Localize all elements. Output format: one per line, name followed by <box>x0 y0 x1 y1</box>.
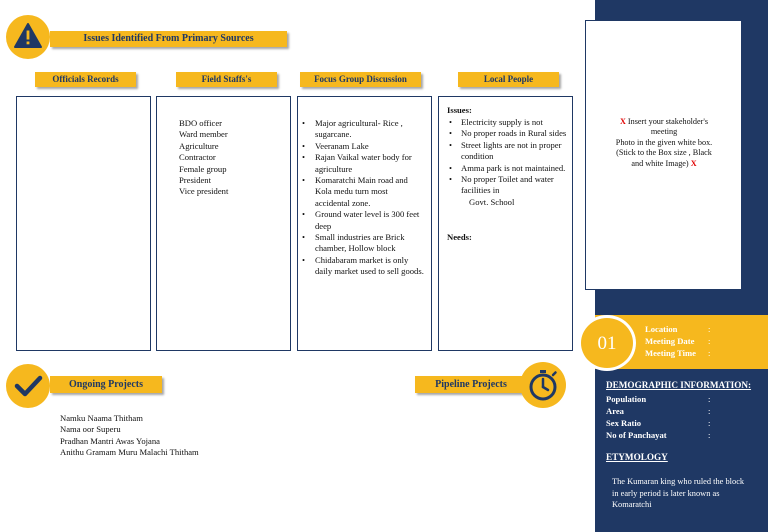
list-item: • Ground water level is 300 feet deep <box>302 209 420 231</box>
list-item: • Electricity supply is not <box>449 117 543 127</box>
field-staff-list <box>179 118 228 198</box>
focus-group-list <box>302 118 424 278</box>
bullet: • <box>302 209 306 220</box>
meeting-time-label: Meeting Time <box>645 348 696 358</box>
stopwatch-icon <box>520 362 566 408</box>
list-item: Vice president <box>179 186 229 197</box>
etymology-heading: ETYMOLOGY <box>606 452 668 462</box>
list-item: President <box>179 175 211 186</box>
list-item: Agriculture <box>179 140 219 151</box>
column-heading-focus-group: Focus Group Discussion <box>300 72 421 87</box>
bullet: • <box>449 117 453 127</box>
panchayat-label: No of Panchayat <box>606 430 667 440</box>
list-item: Female group <box>179 163 227 174</box>
focus-group-box <box>297 96 432 351</box>
x-mark: X <box>619 117 626 126</box>
officials-records-box <box>16 96 151 351</box>
list-item: • Street lights are not in proper condition <box>449 139 562 162</box>
meeting-number-circle <box>578 315 636 371</box>
column-heading-local-people: Local People <box>458 72 559 87</box>
etymology-text: The Kumaran king who ruled the block in early period is later known as Komaratchi <box>612 477 745 509</box>
bullet: • <box>302 152 306 163</box>
list-item: • No proper Toilet and water facilities in <box>449 174 554 196</box>
list-item: Ward member <box>179 129 228 140</box>
bullet: • <box>302 140 306 151</box>
list-item: • Veeranam Lake <box>302 140 369 151</box>
pipeline-stopwatch-badge <box>520 362 566 408</box>
list-item: • Amma park is not maintained. <box>449 162 566 173</box>
page-title: Issues Identified From Primary Sources <box>50 31 287 47</box>
local-people-box <box>438 96 573 351</box>
bullet: • <box>302 254 306 265</box>
meeting-date-label: Meeting Date <box>645 336 695 346</box>
list-item: • No proper roads in Rural sides <box>449 128 567 139</box>
list-item: • Chidabaram market is only daily market used to sell goods. <box>302 254 424 277</box>
sex-ratio-label: Sex Ratio <box>606 418 642 428</box>
header-warning-badge <box>6 15 50 59</box>
demographic-heading: DEMOGRAPHIC INFORMATION: <box>606 380 752 390</box>
list-item: Anithu Gramam Muru Malachi Thitham <box>60 447 199 458</box>
stakeholder-photo-box[interactable] <box>585 20 742 290</box>
bullet: • <box>449 139 453 150</box>
bullet: • <box>302 175 306 186</box>
area-label: Area <box>606 406 624 416</box>
list-item: Govt. School <box>469 196 515 207</box>
list-item: Namku Naama Thitham <box>60 413 143 423</box>
local-issues-list <box>447 117 571 208</box>
x-mark: X <box>690 158 697 168</box>
list-item: Contractor <box>179 152 216 163</box>
list-item: • Small industries are Brick chamber, Hollow block <box>302 232 405 254</box>
list-item: • Komaratchi Main road and Kola medu turn most accidental zone. <box>302 175 408 208</box>
issues-label: Issues: <box>447 105 472 115</box>
bullet: • <box>449 162 453 173</box>
checkmark-icon <box>6 364 50 408</box>
photo-instructions: X Insert your stakeholder's meeting Photo in the given white box. (Stick to the Box size , Black and white Image) X <box>615 117 713 168</box>
needs-label: Needs: <box>447 232 472 242</box>
bullet: • <box>302 232 306 243</box>
column-heading-field-staff: Field Staffs's <box>176 72 277 87</box>
bullet: • <box>302 118 306 128</box>
pipeline-projects-heading: Pipeline Projects <box>415 376 527 393</box>
warning-icon <box>6 15 50 59</box>
bullet: • <box>449 174 453 185</box>
list-item: Nama oor Superu <box>60 424 121 435</box>
field-staff-box <box>156 96 291 351</box>
ongoing-projects-list <box>60 413 199 459</box>
list-item: • Major agricultural- Rice , sugarcane. <box>302 118 403 140</box>
bullet: • <box>449 128 453 139</box>
ongoing-check-badge <box>6 364 50 408</box>
ongoing-projects-heading: Ongoing Projects <box>50 376 162 393</box>
meeting-number: 01 <box>597 333 617 354</box>
list-item: • Rajan Vaikal water body for agriculture <box>302 152 412 174</box>
list-item: Pradhan Mantri Awas Yojana <box>60 435 160 446</box>
population-label: Population <box>606 394 647 404</box>
meeting-location-label: Location <box>645 324 678 334</box>
column-heading-officials: Officials Records <box>35 72 136 87</box>
list-item: BDO officer <box>179 118 223 128</box>
